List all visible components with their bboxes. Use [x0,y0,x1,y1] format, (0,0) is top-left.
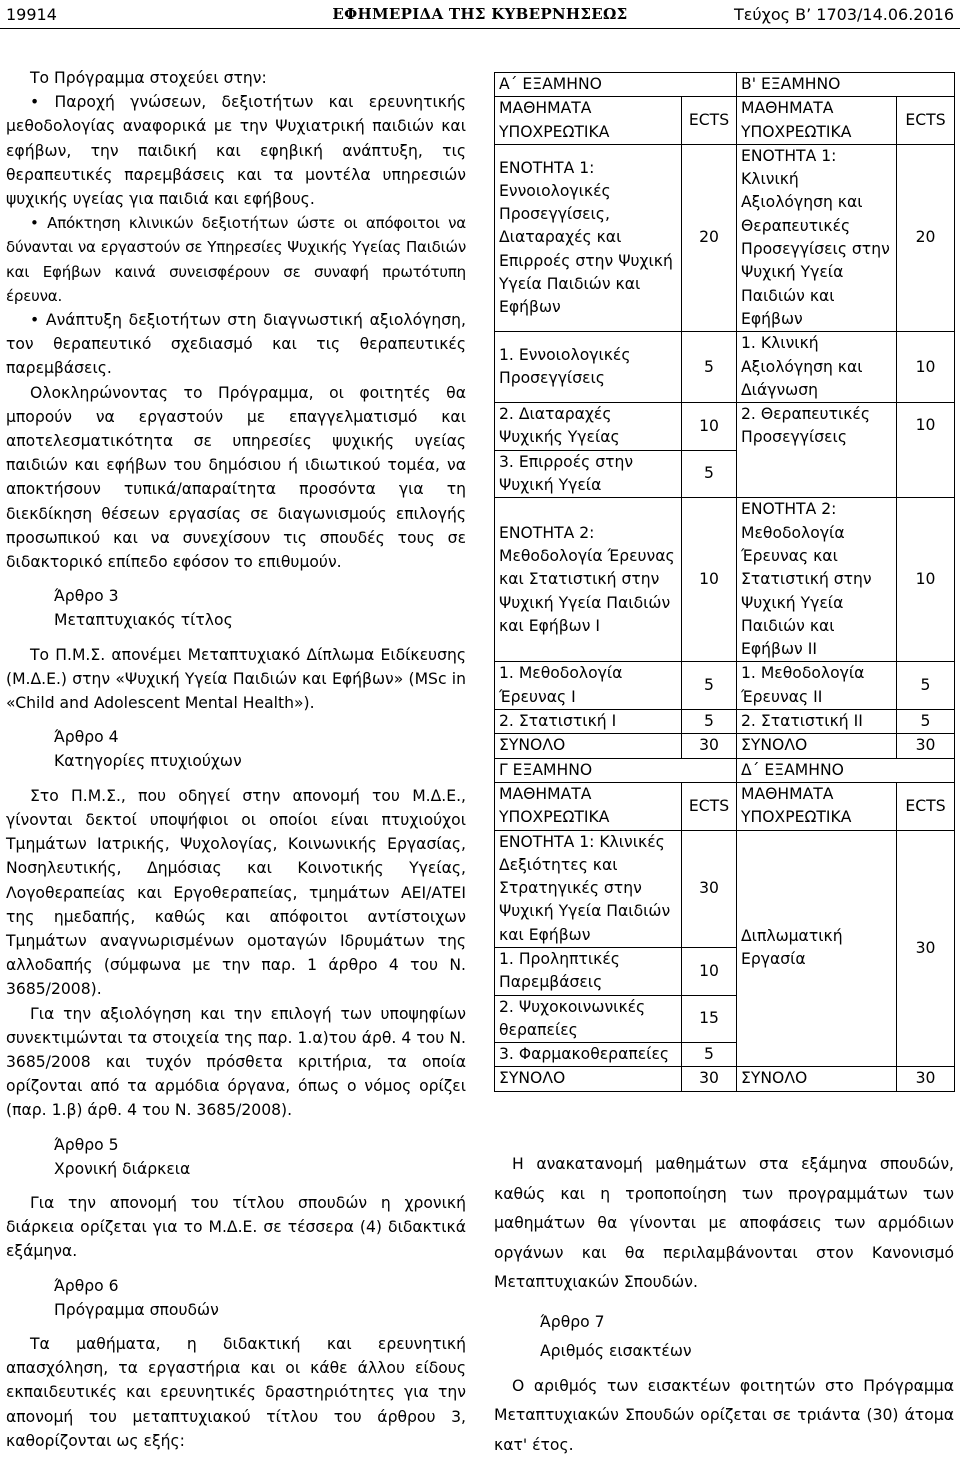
course-cell: 1. Προληπτικές Παρεμβάσεις [495,947,682,995]
course-cell: ΕΝΟΤΗΤΑ 2: Μεθοδολογία Έρευνας και Στατιστική στην Ψυχική Υγεία Παιδιών και Εφήβων Ι [495,498,682,662]
ects-header: ECTS [682,782,737,830]
bullet-item: • Παροχή γνώσεων, δεξιοτήτων και ερευνητικής μεθοδολογίας αναφορικά με την Ψυχιατρική παιδιών και εφήβων, την παιδική και εφηβική ανάπτυξη, τις θεραπευτικές παρεμβάσεις και τα μοντέλα υπηρεσιών ψυχικής υγείας για παιδιά και εφήβους. [6,93,466,209]
total-value: 30 [682,1067,737,1091]
ects-cell: 5 [897,662,955,710]
semester-b-header: Β' ΕΞΑΜΗΝΟ [737,73,955,97]
ects-cell: 10 [897,403,955,498]
ects-cell: 5 [682,1043,737,1067]
ects-cell: 15 [682,995,737,1043]
curriculum-table [494,72,955,1092]
course-cell: 2. Θεραπευτικές Προσεγγίσεις [737,403,897,498]
semester-c-header: Γ ΕΞΑΜΗΝΟ [495,758,737,782]
courses-header: ΜΑΘΗΜΑΤΑ ΥΠΟΧΡΕΩΤΙΚΑ [737,97,897,145]
page-number: 19914 [6,5,57,24]
ects-cell: 10 [897,332,955,403]
course-cell: 1. Μεθοδολογία Έρευνας ΙΙ [737,662,897,710]
course-cell: 3. Επιρροές στην Ψυχική Υγεία [495,450,682,498]
ects-header: ECTS [682,97,737,145]
course-cell: 3. Φαρμακοθεραπείες [495,1043,682,1067]
paragraph: Για την αξιολόγηση και την επιλογή των υποψηφίων συνεκτιμώνται τα στοιχεία της παρ. 1.α)του άρθ. 4 του Ν. 3685/2008 και τυχόν πρόσθετα κριτήρια, τα οποία ορίζονται από τα αρμόδια όργανα, όπως ο νόμος ορίζει (παρ. 1.β) άρθ. 4 του Ν. 3685/2008). [6,1004,466,1120]
ects-cell: 5 [897,710,955,734]
table-row [495,97,955,145]
courses-header: ΜΑΘΗΜΑΤΑ ΥΠΟΧΡΕΩΤΙΚΑ [495,782,682,830]
paragraph: Το Πρόγραμμα στοχεύει στην: [30,69,267,87]
paragraph: Το Π.Μ.Σ. απονέμει Μεταπτυχιακό Δίπλωμα Ειδίκευσης (Μ.Δ.Ε.) στην «Ψυχική Υγεία Παιδιών και Εφήβων» (MSc in «Child and Adolescent Mental Health»). [6,645,466,713]
ects-cell: 30 [682,830,737,947]
course-cell: 1. Εννοιολογικές Προσεγγίσεις [495,332,682,403]
total-label: ΣΥΝΟΛΟ [737,734,897,758]
course-cell: 2. Στατιστική Ι [495,710,682,734]
semester-a-header: Α΄ ΕΞΑΜΗΝΟ [495,73,737,97]
ects-cell: 10 [682,498,737,662]
article-title: Πρόγραμμα σπουδών [54,1300,219,1319]
paragraph: Στο Π.Μ.Σ., που οδηγεί στην απονομή του Μ.Δ.Ε., γίνονται δεκτοί υποψήφιοι οι οποίοι είναι πτυχιούχοι Τμημάτων Ιατρικής, Ψυχολογίας, Κοινωνικής Εργασίας, Νοσηλευτικής, Δημόσιας και Κοινοτικής Υγείας, Λογοθεραπείας και Εργοθεραπείας, τμημάτων ΑΕΙ/ΑΤΕΙ της ημεδαπής, καθώς και απόφοιτοι αντίστοιχων Τμημάτων αναγνωρισμένων ομοταγών Ιδρυμάτων της αλλοδαπής (σύμφωνα με την παρ. 1 άρθρο 4 του Ν. 3685/2008). [6,786,466,999]
total-value: 30 [897,1067,955,1091]
article-heading: Άρθρο 5 [54,1135,119,1154]
ects-cell: 5 [682,662,737,710]
ects-cell: 10 [682,947,737,995]
ects-header: ECTS [897,97,955,145]
article-title: Κατηγορίες πτυχιούχων [54,752,242,771]
ects-cell: 5 [682,450,737,498]
paragraph: Η ανακατανομή μαθημάτων στα εξάμηνα σπουδών, καθώς και η τροποποίηση των προγραμμάτων των μαθημάτων θα γίνονται με αποφάσεις των αρμόδιων οργάνων και θα περιλαμβάνονται στον Κανονισμό Μεταπτυχιακών Σπουδών. [494,1155,954,1291]
page-header [6,5,954,27]
table-row [495,830,955,947]
article-heading: Άρθρο 6 [54,1276,119,1295]
course-cell: ΕΝΟΤΗΤΑ 2: Μεθοδολογία Έρευνας και Στατιστική στην Ψυχική Υγεία Παιδιών και Εφήβων ΙΙ [737,498,897,662]
bullet-item: • Ανάπτυξη δεξιοτήτων στη διαγνωστική αξιολόγηση, τον θεραπευτικό σχεδιασμό και τις θεραπευτικές παρεμβάσεις. [6,311,466,378]
course-cell: 1. Κλινική Αξιολόγηση και Διάγνωση [737,332,897,403]
course-cell: ΕΝΟΤΗΤΑ 1: Κλινικές Δεξιότητες και Στρατηγικές στην Ψυχική Υγεία Παιδιών και Εφήβων [495,830,682,947]
journal-title: ΕΦΗΜΕΡΙΔΑ ΤΗΣ ΚΥΒΕΡΝΗΣΕΩΣ [332,5,628,23]
table-row [495,758,955,782]
course-cell: 1. Μεθοδολογία Έρευνας Ι [495,662,682,710]
course-cell: 2. Στατιστική ΙΙ [737,710,897,734]
course-cell: ΕΝΟΤΗΤΑ 1: Κλινική Αξιολόγηση και Θεραπευτικές Προσεγγίσεις στην Ψυχική Υγεία Παιδιών και Εφήβων [737,144,897,331]
table-row [495,73,955,97]
paragraph: Τα μαθήματα, η διδακτική και ερευνητική απασχόληση, τα εργαστήρια και οι κάθε άλλου είδους εκπαιδευτικές και ερευνητικές δραστηριότητες για την απονομή του μεταπτυχιακού τίτλου του άρθρου 3, καθορίζονται ως εξής: [6,1334,466,1450]
table-row [495,734,955,758]
table-row [495,144,955,331]
total-value: 30 [897,734,955,758]
paragraph: Ο αριθμός των εισακτέων φοιτητών στο Πρόγραμμα Μεταπτυχιακών Σπουδών ορίζεται σε τριάντα (30) άτομα κατ' έτος. [494,1376,954,1454]
course-cell: Διπλωματική Εργασία [737,830,897,1067]
table-row [495,498,955,662]
courses-header: ΜΑΘΗΜΑΤΑ ΥΠΟΧΡΕΩΤΙΚΑ [495,97,682,145]
semester-d-header: Δ΄ ΕΞΑΜΗΝΟ [737,758,955,782]
paragraph: Για την απονομή του τίτλου σπουδών η χρονική διάρκεια ορίζεται για το Μ.Δ.Ε. σε τέσσερα (4) διδακτικά εξάμηνα. [6,1193,466,1261]
total-label: ΣΥΝΟΛΟ [495,734,682,758]
paragraph: Ολοκληρώνοντας το Πρόγραμμα, οι φοιτητές θα μπορούν να εργαστούν με επαγγελματισμό και αποτελεσματικότητα σε υπηρεσίες ψυχικής υγείας παιδιών και εφήβων του δημόσιου ή ιδιωτικού τομέα, να αποκτήσουν τυπικά/απαραίτητα προσόντα για τη διεκδίκηση θέσεων εργασίας σε διαγωνισμούς επιλογής προσωπικού και να συνεχίσουν τις σπουδές τους σε διδακτορικό επίπεδο εφόσον το επιθυμούν. [6,383,466,572]
ects-cell: 20 [897,144,955,331]
table-row [495,403,955,451]
article-title: Μεταπτυχιακός τίτλος [54,611,233,630]
ects-cell: 10 [897,498,955,662]
issue-label: Τεύχος Β’ 1703/14.06.2016 [733,5,954,24]
table-row [495,1067,955,1091]
article-title: Αριθμός εισακτέων [540,1341,692,1360]
left-column [6,66,466,1453]
table-row [495,782,955,830]
article-heading: Άρθρο 3 [54,587,119,606]
ects-cell: 5 [682,710,737,734]
total-label: ΣΥΝΟΛΟ [737,1067,897,1091]
course-cell: 2. Ψυχοκοινωνικές θεραπείες [495,995,682,1043]
total-label: ΣΥΝΟΛΟ [495,1067,682,1091]
ects-header: ECTS [897,782,955,830]
table-row [495,332,955,403]
bullet-item: • Απόκτηση κλινικών δεξιοτήτων ώστε οι απόφοιτοι να δύνανται να εργαστούν σε Υπηρεσίες Ψυχικής Υγείας Παιδιών και Εφήβων καινά συνεισφέρουν σε συναφή πρωτότυπη έρευνα. [6,214,466,305]
courses-header: ΜΑΘΗΜΑΤΑ ΥΠΟΧΡΕΩΤΙΚΑ [737,782,897,830]
table-row [495,662,955,710]
course-cell: 2. Διαταραχές Ψυχικής Υγείας [495,403,682,451]
ects-cell: 20 [682,144,737,331]
total-value: 30 [682,734,737,758]
right-column [494,1150,954,1460]
ects-cell: 10 [682,403,737,451]
table-row [495,710,955,734]
article-title: Χρονική διάρκεια [54,1159,191,1178]
article-heading: Άρθρο 7 [540,1312,605,1331]
course-cell: ΕΝΟΤΗΤΑ 1: Εννοιολογικές Προσεγγίσεις, Διαταραχές και Επιρροές στην Ψυχική Υγεία Παιδιών και Εφήβων [495,144,682,331]
ects-cell: 5 [682,332,737,403]
header-rule [0,28,960,29]
article-heading: Άρθρο 4 [54,728,119,747]
ects-cell: 30 [897,830,955,1067]
